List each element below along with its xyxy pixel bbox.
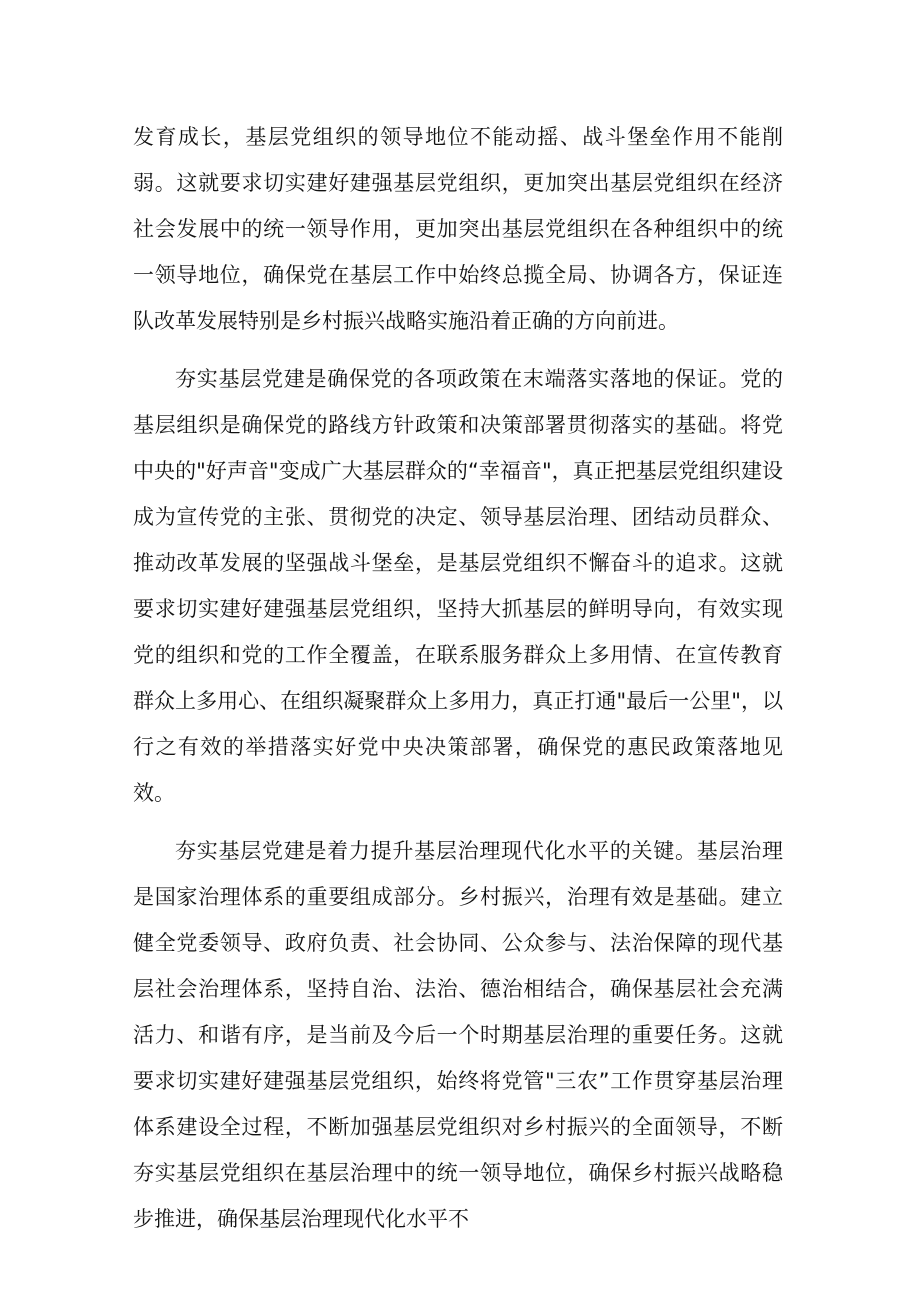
- paragraph-1: 发育成长，基层党组织的领导地位不能动摇、战斗堡垒作用不能削弱。这就要求切实建好建强基层党组织，更加突出基层党组织在经济社会发展中的统一领导作用，更加突出基层党组织在各种组织中的统一领导地位，确保党在基层工作中始终总揽全局、协调各方，保证连队改革发展特别是乡村振兴战略实施沿着正确的方向前进。: [133, 125, 783, 333]
- paragraph-2: 夯实基层党建是确保党的各项政策在末端落实落地的保证。党的基层组织是确保党的路线方针政策和决策部署贯彻落实的基础。将党中央的"好声音"变成广大基层群众的“幸福音"，真正把基层党组织建设成为宣传党的主张、贯彻党的决定、领导基层治理、团结动员群众、推动改革发展的坚强战斗堡垒，是基层党组织不懈奋斗的追求。这就要求切实建好建强基层党组织，坚持大抓基层的鲜明导向，有效实现党的组织和党的工作全覆盖，在联系服务群众上多用情、在宣传教育群众上多用心、在组织凝聚群众上多用力，真正打通"最后一公里"，以行之有效的举措落实好党中央决策部署，确保党的惠民政策落地见效。: [133, 367, 783, 805]
- document-body: [133, 114, 783, 1254]
- paragraph-3: 夯实基层党建是着力提升基层治理现代化水平的关键。基层治理是国家治理体系的重要组成部分。乡村振兴，治理有效是基础。建立健全党委领导、政府负责、社会协同、公众参与、法治保障的现代基层社会治理体系，坚持自治、法治、德治相结合，确保基层社会充满活力、和谐有序，是当前及今后一个时期基层治理的重要任务。这就要求切实建好建强基层党组织，始终将党管"三农”工作贯穿基层治理体系建设全过程，不断加强基层党组织对乡村振兴的全面领导，不断夯实基层党组织在基层治理中的统一领导地位，确保乡村振兴战略稳步推进，确保基层治理现代化水平不: [133, 839, 783, 1231]
